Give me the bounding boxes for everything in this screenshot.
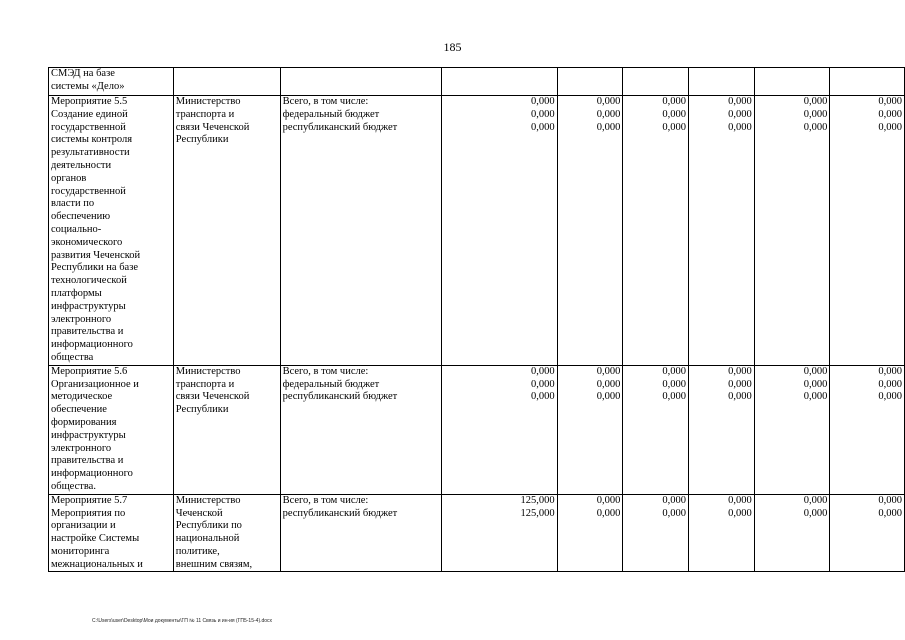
value-cell-line: 125,000 <box>520 507 555 519</box>
value-cell-line: 0,000 <box>662 378 687 390</box>
value-cell-line: 0,000 <box>596 96 621 107</box>
measure-cell-line: технологической <box>51 275 127 287</box>
value-cell <box>754 365 830 494</box>
measure-cell-line: Мероприятие 5.7 <box>51 494 128 506</box>
value-cell <box>689 68 755 96</box>
measure-cell-line: государственной <box>51 185 126 197</box>
value-cell-line: 0,000 <box>596 494 621 506</box>
value-cell-line: 0,000 <box>878 121 902 133</box>
measure-cell-line: методическое <box>51 391 113 403</box>
funding-source-cell-line: федеральный бюджет <box>282 378 380 390</box>
measure-cell-line: системы «Дело» <box>51 80 125 92</box>
value-cell-line: 0,000 <box>878 365 902 377</box>
value-cell-line: 0,000 <box>662 108 687 120</box>
funding-source-cell-line: республиканский бюджет <box>282 507 398 519</box>
executor-cell-line: Республики по <box>175 520 242 532</box>
value-cell <box>623 365 689 494</box>
value-cell <box>557 96 623 366</box>
value-cell-line: 0,000 <box>878 96 902 107</box>
measure-cell-line: электронного <box>51 442 112 454</box>
executor-cell-line: Чеченской <box>175 507 223 519</box>
measure-cell-line: формирования <box>51 416 117 428</box>
executor-cell-line: национальной <box>175 533 240 545</box>
executor-cell <box>173 68 280 96</box>
measure-cell-line: платформы <box>51 287 102 299</box>
executor-cell-line: связи Чеченской <box>175 391 250 403</box>
value-cell <box>442 494 557 572</box>
value-cell-line: 0,000 <box>878 507 902 519</box>
measure-cell-line: электронного <box>51 313 112 325</box>
value-cell <box>442 365 557 494</box>
measure-cell <box>49 494 174 572</box>
measure-cell-line: органов <box>51 172 87 184</box>
executor-cell-line: внешним связям, <box>175 558 253 570</box>
budget-table <box>48 67 905 572</box>
measure-cell-line: правительства и <box>51 455 124 467</box>
value-cell-line: 0,000 <box>803 391 828 403</box>
funding-source-cell-line: Всего, в том числе: <box>282 494 369 506</box>
value-cell-line: 125,000 <box>520 494 555 506</box>
value-cell-line: 0,000 <box>530 96 555 107</box>
measure-cell-line: информационного <box>51 339 133 351</box>
value-cell <box>830 68 905 96</box>
funding-source-cell <box>280 365 442 494</box>
value-cell-line: 0,000 <box>803 96 828 107</box>
value-cell-line: 0,000 <box>728 507 752 519</box>
value-cell-line: 0,000 <box>728 391 752 403</box>
value-cell-line: 0,000 <box>803 121 828 133</box>
measure-cell-line: обеспечению <box>51 211 111 223</box>
value-cell <box>623 494 689 572</box>
value-cell-line: 0,000 <box>728 494 752 506</box>
measure-cell-line: межнациональных и <box>51 558 143 570</box>
measure-cell-line: Мероприятия по <box>51 507 126 519</box>
executor-cell-line: Министерство <box>175 365 241 377</box>
measure-cell-line: социально- <box>51 223 102 235</box>
value-cell-line: 0,000 <box>662 494 687 506</box>
value-cell-line: 0,000 <box>596 378 621 390</box>
value-cell-line: 0,000 <box>728 96 752 107</box>
measure-cell-line: государственной <box>51 121 126 133</box>
value-cell-line: 0,000 <box>530 108 555 120</box>
measure-cell-line: деятельности <box>51 159 112 171</box>
executor-cell-line: политике, <box>175 545 220 557</box>
footer-file-path: C:\Users\user\Desktop\Мои документы\ГП № 11 Связь и ин-ия (ГП5-15-4).docx <box>92 618 273 624</box>
measure-cell <box>49 365 174 494</box>
executor-cell <box>173 96 280 366</box>
value-cell <box>754 68 830 96</box>
value-cell-line: 0,000 <box>878 108 902 120</box>
measure-cell-line: Мероприятие 5.6 <box>51 365 128 377</box>
funding-source-cell-line: республиканский бюджет <box>282 121 398 133</box>
measure-cell-line: мониторинга <box>51 545 110 557</box>
measure-cell-line: Организационное и <box>51 378 139 390</box>
value-cell-line: 0,000 <box>878 378 902 390</box>
table-row <box>49 96 905 366</box>
value-cell-line: 0,000 <box>596 108 621 120</box>
measure-cell-line: инфраструктуры <box>51 300 126 312</box>
executor-cell-line: Министерство <box>175 494 241 506</box>
measure-cell-line: обеспечение <box>51 404 107 416</box>
executor-cell <box>173 494 280 572</box>
measure-cell-line: результативности <box>51 147 130 159</box>
value-cell-line: 0,000 <box>662 365 687 377</box>
funding-source-cell-line: федеральный бюджет <box>282 108 380 120</box>
measure-cell-line: правительства и <box>51 326 124 338</box>
value-cell-line: 0,000 <box>803 378 828 390</box>
measure-cell-line: Мероприятие 5.5 <box>51 96 128 107</box>
value-cell <box>557 365 623 494</box>
value-cell-line: 0,000 <box>803 108 828 120</box>
value-cell <box>623 68 689 96</box>
funding-source-cell <box>280 494 442 572</box>
measure-cell-line: общества. <box>51 480 96 492</box>
value-cell-line: 0,000 <box>662 507 687 519</box>
value-cell <box>830 96 905 366</box>
funding-source-cell <box>280 96 442 366</box>
value-cell <box>442 68 557 96</box>
measure-cell <box>49 96 174 366</box>
value-cell-line: 0,000 <box>596 507 621 519</box>
executor-cell-line: Министерство <box>175 96 241 107</box>
value-cell-line: 0,000 <box>803 494 828 506</box>
value-cell-line: 0,000 <box>530 391 555 403</box>
value-cell-line: 0,000 <box>728 108 752 120</box>
executor-cell-line: Республики <box>175 404 229 416</box>
value-cell <box>442 96 557 366</box>
measure-cell-line: системы контроля <box>51 134 133 146</box>
measure-cell-line: Республики на базе <box>51 262 139 274</box>
measure-cell-line: общества <box>51 351 94 363</box>
value-cell <box>557 68 623 96</box>
value-cell-line: 0,000 <box>728 378 752 390</box>
value-cell-line: 0,000 <box>530 378 555 390</box>
table-row <box>49 494 905 572</box>
value-cell-line: 0,000 <box>596 121 621 133</box>
value-cell-line: 0,000 <box>803 365 828 377</box>
value-cell <box>557 494 623 572</box>
measure-cell-line: развития Чеченской <box>51 249 141 261</box>
executor-cell-line: транспорта и <box>175 378 235 390</box>
value-cell <box>830 494 905 572</box>
funding-source-cell-line: республиканский бюджет <box>282 391 398 403</box>
value-cell-line: 0,000 <box>662 121 687 133</box>
value-cell-line: 0,000 <box>662 391 687 403</box>
measure-cell-line: инфраструктуры <box>51 429 126 441</box>
page-number: 185 <box>443 40 462 54</box>
value-cell-line: 0,000 <box>530 121 555 133</box>
value-cell <box>689 96 755 366</box>
measure-cell-line: настройке Системы <box>51 533 140 545</box>
measure-cell-line: власти по <box>51 198 95 210</box>
measure-cell-line: Создание единой <box>51 108 128 120</box>
value-cell-line: 0,000 <box>803 507 828 519</box>
measure-cell-line: организации и <box>51 520 116 532</box>
funding-source-cell-line: Всего, в том числе: <box>282 365 369 377</box>
value-cell-line: 0,000 <box>662 96 687 107</box>
executor-cell <box>173 365 280 494</box>
value-cell-line: 0,000 <box>878 391 902 403</box>
value-cell <box>830 365 905 494</box>
measure-cell <box>49 68 174 96</box>
value-cell <box>623 96 689 366</box>
measure-cell-line: экономического <box>51 236 123 248</box>
value-cell-line: 0,000 <box>728 121 752 133</box>
executor-cell-line: Республики <box>175 134 229 146</box>
value-cell-line: 0,000 <box>728 365 752 377</box>
funding-source-cell-line: Всего, в том числе: <box>282 96 369 107</box>
measure-cell-line: СМЭД на базе <box>51 68 115 79</box>
table-row <box>49 365 905 494</box>
value-cell-line: 0,000 <box>596 365 621 377</box>
value-cell <box>689 365 755 494</box>
value-cell-line: 0,000 <box>530 365 555 377</box>
executor-cell-line: связи Чеченской <box>175 121 250 133</box>
executor-cell-line: транспорта и <box>175 108 235 120</box>
measure-cell-line: информационного <box>51 468 133 480</box>
funding-source-cell <box>280 68 442 96</box>
value-cell <box>754 494 830 572</box>
value-cell-line: 0,000 <box>596 391 621 403</box>
value-cell <box>689 494 755 572</box>
table-row <box>49 68 905 96</box>
value-cell-line: 0,000 <box>878 494 902 506</box>
value-cell <box>754 96 830 366</box>
